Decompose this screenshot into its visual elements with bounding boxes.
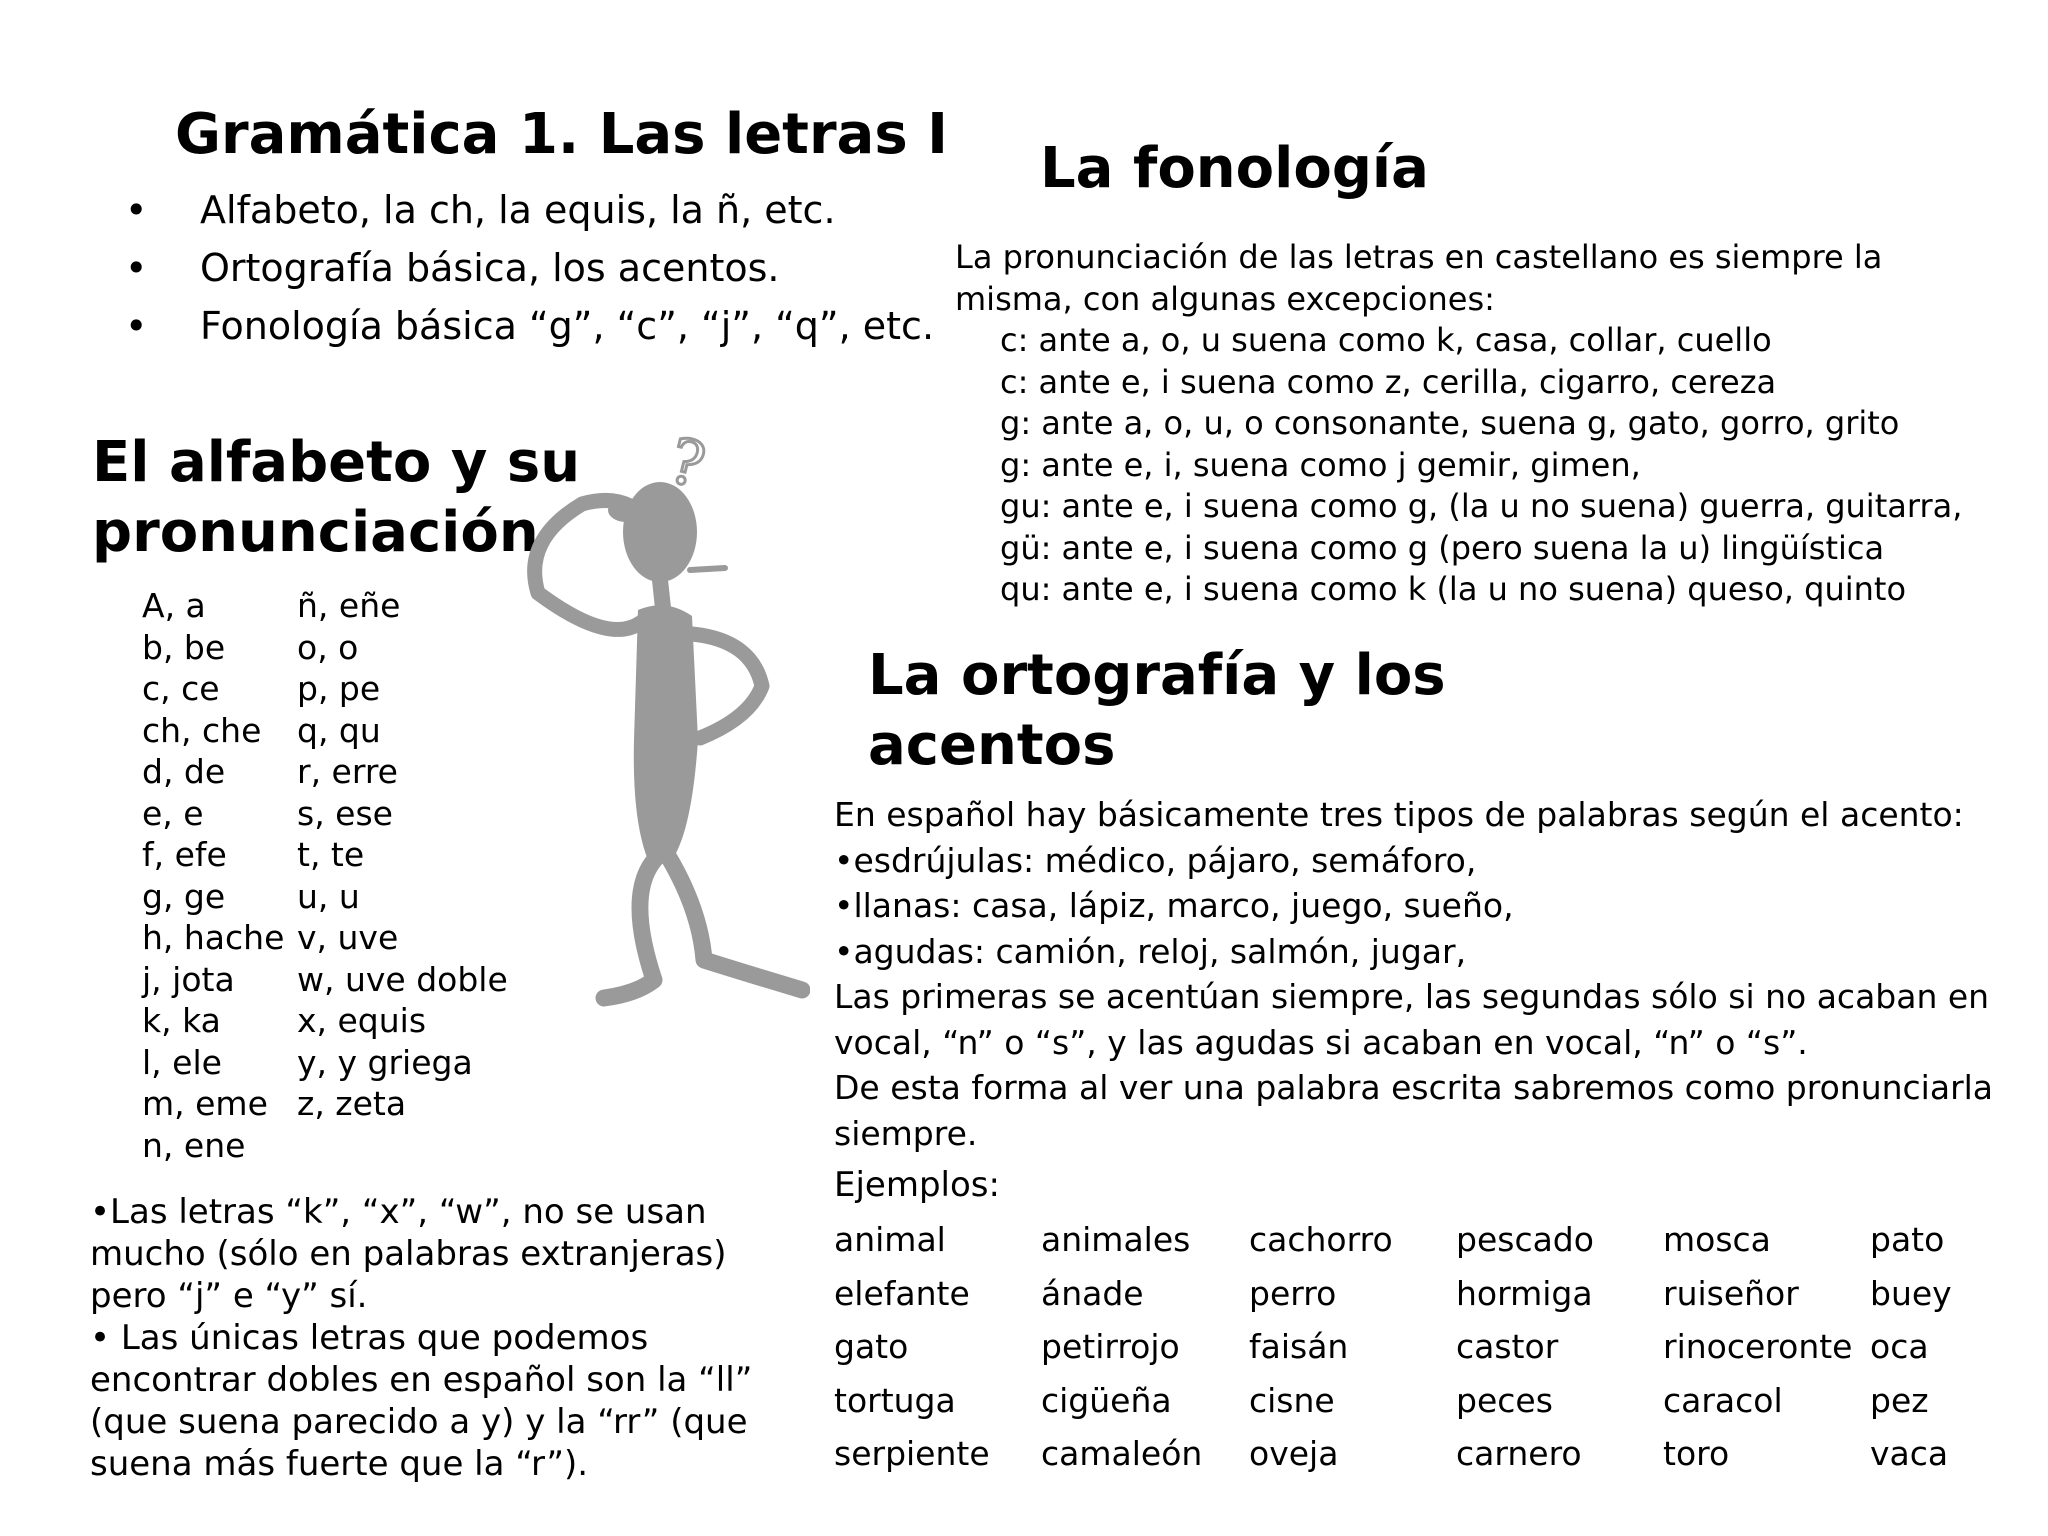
bullet: • [125, 304, 148, 348]
fonologia-rule: gü: ante e, i suena como g (pero suena la u) lingüística [1000, 528, 1885, 567]
example-word: buey [1870, 1273, 1952, 1313]
example-word: petirrojo [1041, 1327, 1180, 1366]
fonologia-heading: La fonología [1040, 136, 1429, 201]
ortografia-heading: La ortografía y los acentos [868, 643, 1446, 778]
table-row [142, 627, 522, 669]
letter-cell: ch, che [142, 710, 262, 750]
example-word: cigüeña [1041, 1380, 1172, 1420]
example-word: perro [1249, 1273, 1337, 1313]
letter-cell: l, ele [142, 1042, 222, 1082]
example-word: oveja [1249, 1434, 1339, 1473]
letter-cell: c, ce [142, 669, 220, 708]
table-row [834, 1427, 2014, 1481]
list-item: • Alfabeto, la ch, la equis, la ñ, etc. [125, 181, 925, 239]
table-row [142, 793, 522, 835]
fonologia-rule: g: ante e, i, suena como j gemir, gimen, [1000, 445, 1641, 484]
table-row [834, 1374, 2014, 1428]
alphabet-notes [90, 1191, 790, 1485]
note-line: pero “j” e “y” sí. [90, 1276, 368, 1316]
example-word: tortuga [834, 1380, 956, 1420]
letter-cell: o, o [297, 627, 359, 667]
fonologia-intro-line: La pronunciación de las letras en castellano es siempre la [955, 238, 1883, 276]
ortografia-line: •agudas: camión, reloj, salmón, jugar, [834, 931, 1467, 971]
table-row [142, 1083, 522, 1125]
letter-cell: t, te [297, 835, 365, 874]
example-word: pez [1870, 1380, 1929, 1420]
example-word: oca [1870, 1327, 1929, 1366]
table-row [834, 1320, 2014, 1374]
example-word: cisne [1249, 1380, 1335, 1420]
note-line: suena más fuerte que la “r”). [90, 1444, 589, 1484]
table-row [142, 834, 522, 876]
table-row [834, 1213, 2014, 1267]
table-row [834, 1267, 2014, 1321]
svg-text:?: ? [662, 423, 713, 503]
note-line: • Las únicas letras que podemos [90, 1318, 649, 1358]
letter-cell: b, be [142, 627, 226, 667]
table-row [142, 1125, 522, 1167]
ortografia-line: Las primeras se acentúan siempre, las segundas sólo si no acaban en [834, 977, 1990, 1016]
letter-cell: e, e [142, 793, 204, 833]
letter-cell: r, erre [297, 752, 398, 791]
table-row [142, 917, 522, 959]
fonologia-intro-line: misma, con algunas excepciones: [955, 279, 1495, 318]
table-row [142, 751, 522, 793]
ortografia-line: vocal, “n” o “s”, y las agudas si acaban en vocal, “n” o “s”. [834, 1022, 1808, 1062]
bullet: • [125, 246, 148, 290]
letter-cell: q, qu [297, 710, 381, 750]
letter-cell: k, ka [142, 1001, 221, 1040]
table-row [142, 1042, 522, 1084]
example-word: gato [834, 1327, 909, 1366]
example-word: animal [834, 1220, 946, 1259]
example-word: hormiga [1456, 1273, 1593, 1313]
fonologia-rule: c: ante a, o, u suena como k, casa, collar, cuello [1000, 321, 1772, 359]
example-word: castor [1456, 1327, 1559, 1366]
letter-cell: A, a [142, 586, 206, 625]
fonologia-body [955, 237, 2025, 611]
note-line: encontrar dobles en español son la “ll” [90, 1360, 753, 1400]
example-word: camaleón [1041, 1434, 1203, 1473]
table-row [142, 1000, 522, 1042]
list-item: • Ortografía básica, los acentos. [125, 239, 925, 297]
example-word: pato [1870, 1220, 1945, 1259]
bullet: • [125, 188, 148, 232]
letter-cell: h, hache [142, 918, 285, 957]
example-word: toro [1663, 1434, 1730, 1473]
letter-cell: j, jota [142, 959, 235, 999]
letter-cell: m, eme [142, 1084, 268, 1123]
letter-cell: d, de [142, 752, 226, 791]
fonologia-rule: qu: ante e, i suena como k (la u no suena) queso, quinto [1000, 570, 1907, 608]
letter-cell: ñ, eñe [297, 586, 401, 625]
fonologia-rule: gu: ante e, i suena como g, (la u no suena) guerra, guitarra, [1000, 487, 1963, 525]
letter-cell: u, u [297, 876, 360, 916]
fonologia-rule: g: ante a, o, u, o consonante, suena g, gato, gorro, grito [1000, 404, 1900, 442]
examples-table [834, 1213, 2014, 1481]
alfabeto-heading: El alfabeto y su pronunciación [92, 430, 581, 565]
table-row [142, 585, 522, 627]
letter-cell: w, uve doble [297, 959, 508, 999]
table-row [142, 668, 522, 710]
example-word: ruiseñor [1663, 1273, 1799, 1313]
example-word: animales [1041, 1220, 1191, 1259]
letter-cell: g, ge [142, 876, 226, 916]
note-line: mucho (sólo en palabras extranjeras) [90, 1234, 727, 1274]
example-word: faisán [1249, 1327, 1349, 1366]
example-word: vaca [1870, 1434, 1949, 1473]
note-line: (que suena parecido a y) y la “rr” (que [90, 1402, 748, 1442]
fonologia-rule: c: ante e, i suena como z, cerilla, cigarro, cereza [1000, 362, 1777, 401]
letter-cell: x, equis [297, 1001, 427, 1040]
example-word: rinoceronte [1663, 1327, 1853, 1366]
example-word: peces [1456, 1380, 1553, 1420]
example-word: serpiente [834, 1434, 990, 1473]
letter-cell: p, pe [297, 669, 381, 708]
topics-list [125, 181, 935, 355]
ortografia-body [834, 792, 2024, 1156]
example-word: carnero [1456, 1434, 1582, 1473]
example-word: elefante [834, 1273, 970, 1313]
ortografia-line: De esta forma al ver una palabra escrita sabremos como pronunciarla [834, 1068, 1994, 1107]
example-word: caracol [1663, 1380, 1783, 1420]
letter-cell: v, uve [297, 918, 399, 957]
page-title: Gramática 1. Las letras I [175, 102, 949, 167]
alphabet-table [142, 585, 522, 1166]
ortografia-line: En español hay básicamente tres tipos de palabras según el acento: [834, 795, 1964, 834]
example-word: mosca [1663, 1220, 1771, 1259]
list-item: • Fonología básica “g”, “c”, “j”, “q”, etc. [125, 297, 925, 355]
table-row [142, 876, 522, 918]
letter-cell: s, ese [297, 793, 393, 833]
thinking-figure-icon [520, 420, 810, 1020]
letter-cell: y, y griega [297, 1042, 473, 1082]
letter-cell: n, ene [142, 1125, 246, 1165]
note-line: •Las letras “k”, “x”, “w”, no se usan [90, 1192, 707, 1232]
table-row [142, 959, 522, 1001]
example-word: ánade [1041, 1273, 1144, 1313]
examples-label: Ejemplos: [834, 1165, 1000, 1205]
example-word: pescado [1456, 1220, 1594, 1259]
ortografia-line: •esdrújulas: médico, pájaro, semáforo, [834, 840, 1477, 880]
ortografia-line: siempre. [834, 1113, 978, 1153]
ortografia-line: •llanas: casa, lápiz, marco, juego, sueño, [834, 886, 1514, 925]
letter-cell: z, zeta [297, 1084, 407, 1123]
table-row [142, 710, 522, 752]
example-word: cachorro [1249, 1220, 1393, 1259]
letter-cell: f, efe [142, 835, 227, 874]
